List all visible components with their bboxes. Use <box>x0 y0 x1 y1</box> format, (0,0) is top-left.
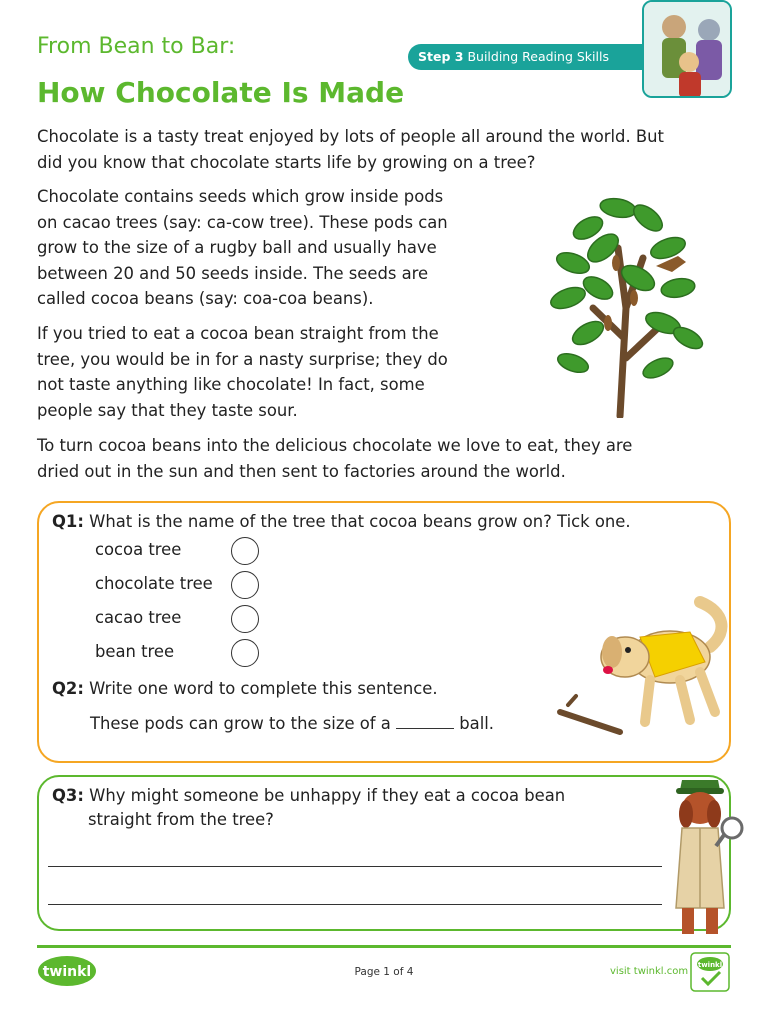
quality-badge-icon <box>690 952 730 992</box>
page-title: How Chocolate Is Made <box>37 76 405 109</box>
q2-answer-blank[interactable] <box>396 714 454 729</box>
q1-option-label: cacao tree <box>95 608 182 627</box>
factories-paragraph <box>37 433 632 484</box>
text-line: Chocolate contains seeds which grow inside pods <box>37 187 444 206</box>
q2-question <box>52 677 438 701</box>
footer-rule <box>37 945 731 948</box>
text-line: dried out in the sun and then sent to factories around the world. <box>37 461 566 481</box>
cacao-tree-illustration <box>548 188 708 418</box>
text-line: grow to the size of a rugby ball and usually have <box>37 238 437 257</box>
page-number: Page 1 of 4 <box>354 966 414 978</box>
q2-sentence-end: ball. <box>459 714 495 733</box>
taste-paragraph <box>37 321 448 423</box>
intro-paragraph <box>37 124 664 175</box>
q3-text-line1: Why might someone be unhappy if they eat a cocoa bean <box>89 786 566 805</box>
q1-option-checkbox[interactable] <box>231 605 259 633</box>
step-badge <box>408 44 644 70</box>
q3-label: Q3: <box>52 786 84 805</box>
text-line: between 20 and 50 seeds inside. The seeds are <box>37 263 429 283</box>
q1-label: Q1: <box>52 512 84 531</box>
q1-option-checkbox[interactable] <box>231 639 259 667</box>
q2-label: Q2: <box>52 679 84 698</box>
seeds-paragraph <box>37 184 448 312</box>
text-line: on cacao trees (say: ca-cow tree). These pods can <box>37 212 448 232</box>
q1-option-checkbox[interactable] <box>231 571 259 599</box>
step-label: Step 3 <box>418 49 464 64</box>
detective-characters-illustration <box>642 0 732 98</box>
twinkl-logo-text: twinkl <box>42 964 92 980</box>
text-line: Chocolate is a tasty treat enjoyed by lots of people all around the world. But <box>37 127 664 146</box>
q1-question <box>52 510 631 534</box>
q1-option-label: chocolate tree <box>95 574 213 593</box>
q3-question <box>52 784 565 832</box>
text-line: did you know that chocolate starts life by growing on a tree? <box>37 152 536 172</box>
q1-text: What is the name of the tree that cocoa beans grow on? Tick one. <box>89 512 631 531</box>
bloodhound-detective-illustration <box>660 768 750 940</box>
text-line: To turn cocoa beans into the delicious chocolate we love to eat, they are <box>37 436 633 455</box>
quality-badge-text: twinkl <box>697 961 723 969</box>
text-line: people say that they taste sour. <box>37 400 298 420</box>
q2-text: Write one word to complete this sentence. <box>89 679 438 698</box>
q1-option-label: cocoa tree <box>95 540 182 559</box>
answer-line[interactable] <box>48 904 662 905</box>
visit-link[interactable]: visit twinkl.com <box>610 966 689 977</box>
q1-option-label: bean tree <box>95 642 175 661</box>
q2-sentence <box>90 712 494 736</box>
q3-text-line2: straight from the tree? <box>88 810 274 829</box>
step-text: Building Reading Skills <box>467 49 609 64</box>
text-line: If you tried to eat a cocoa bean straight from the <box>37 324 439 343</box>
text-line: not taste anything like chocolate! In fact, some <box>37 375 425 394</box>
q2-sentence-start: These pods can grow to the size of a <box>90 714 391 733</box>
answer-line[interactable] <box>48 866 662 867</box>
text-line: called cocoa beans (say: coa-coa beans). <box>37 289 374 308</box>
detective-dog-illustration <box>540 592 730 742</box>
page-subtitle: From Bean to Bar: <box>37 34 236 59</box>
text-line: tree, you would be in for a nasty surprise; they do <box>37 349 448 369</box>
q1-option-checkbox[interactable] <box>231 537 259 565</box>
